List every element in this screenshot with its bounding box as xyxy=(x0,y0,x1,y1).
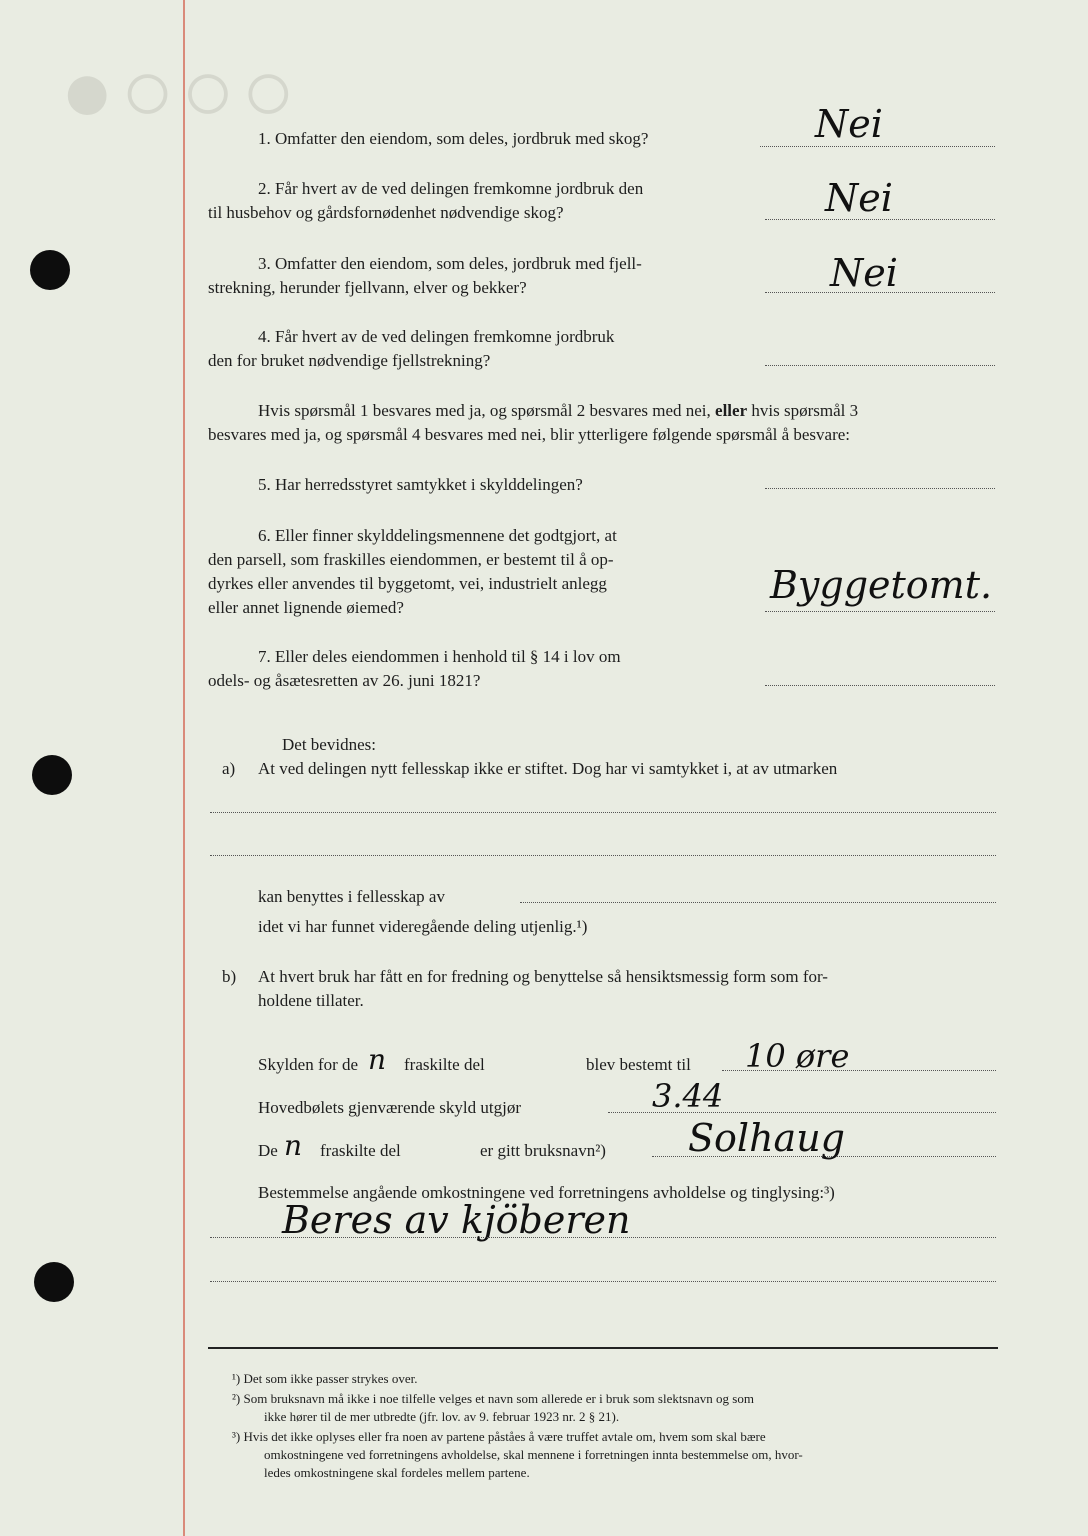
bruksnavn-label-a: De xyxy=(258,1141,278,1160)
punch-hole-middle xyxy=(32,755,72,795)
bevidnes-a-line-3: kan benyttes i fellesskap av xyxy=(258,887,445,906)
question-2-line-1: 2. Får hvert av de ved delingen fremkomne jordbruk den xyxy=(258,179,644,198)
bevidnes-b-line-1: At hvert bruk har fått en for fredning og benyttelse så hensiktsmessig form som for- xyxy=(258,967,828,986)
answer-line-7 xyxy=(765,685,995,686)
bevidnes-b-line-2: holdene tillater. xyxy=(258,991,364,1010)
intro-text-c: hvis spørsmål 3 xyxy=(751,401,859,420)
intro-eller: eller xyxy=(715,401,748,420)
question-7-line-1: 7. Eller deles eiendommen i henhold til § 14 i lov om xyxy=(258,647,621,666)
blank-line-a1 xyxy=(210,812,996,813)
bevidnes-a-label: a) xyxy=(222,759,236,778)
bestemmelse-line-1 xyxy=(210,1237,996,1238)
skylden-label-b: fraskilte del xyxy=(404,1055,485,1074)
bevidnes-a-text: At ved delingen nytt fellesskap ikke er stiftet. Dog har vi samtykket i, at av utmarken xyxy=(258,759,838,778)
answer-line-1 xyxy=(760,146,995,147)
footnote-2-line-1: ²) Som bruksnavn må ikke i noe tilfelle velges et navn som allerede er i bruk som slektsnavn og som xyxy=(232,1391,754,1406)
question-6-line-1: 6. Eller finner skylddelingsmennene det godtgjort, at xyxy=(258,526,617,545)
footnote-rule xyxy=(208,1347,998,1349)
hovedbol-label: Hovedbølets gjenværende skyld utgjør xyxy=(258,1098,521,1117)
footnote-2-line-2: ikke hører til de mer utbredte (jfr. lov. av 9. februar 1923 nr. 2 § 21). xyxy=(264,1409,620,1424)
answer-1: Nei xyxy=(815,102,883,146)
skylden-n-handwritten: n xyxy=(368,1043,387,1076)
answer-line-5 xyxy=(765,488,995,489)
bestemmelse-label: Bestemmelse angående omkostningene ved forretningens avholdelse og tinglysing:³) xyxy=(258,1183,835,1202)
question-4-line-1: 4. Får hvert av de ved delingen fremkomne jordbruk xyxy=(258,327,615,346)
punch-hole-top xyxy=(30,250,70,290)
skylden-label-c: blev bestemt til xyxy=(586,1055,691,1074)
skylden-label-a: Skylden for de xyxy=(258,1055,359,1074)
answer-line-4 xyxy=(765,365,995,366)
bleed-through-mark: ●○○○ xyxy=(60,42,302,141)
punch-hole-bottom xyxy=(34,1262,74,1302)
question-7-line-2: odels- og åsætesretten av 26. juni 1821? xyxy=(208,671,481,690)
bruksnavn-n-handwritten: n xyxy=(284,1129,303,1162)
question-6-line-4: eller annet lignende øiemed? xyxy=(208,598,404,617)
intro-line-1 xyxy=(258,400,858,422)
bevidnes-a-line-4: idet vi har funnet videregående deling utjenlig.¹) xyxy=(258,917,588,936)
answer-line-6 xyxy=(765,611,995,612)
bestemmelse-line-2 xyxy=(210,1281,996,1282)
question-2-line-2: til husbehov og gårdsfornødenhet nødvendige skog? xyxy=(208,203,564,222)
intro-text-a: Hvis spørsmål 1 besvares med ja, og spørsmål 2 besvares med nei, xyxy=(258,401,711,420)
footnote-3-line-3: ledes omkostningene skal fordeles mellem partene. xyxy=(264,1465,530,1480)
footnote-1: ¹) Det som ikke passer strykes over. xyxy=(232,1371,418,1386)
blank-line-a3 xyxy=(520,902,996,903)
footnote-3-line-2: omkostningene ved forretningens avholdelse, skal mennene i forretningen innta bestemmelse om, hvor- xyxy=(264,1447,803,1462)
answer-6: Byggetomt. xyxy=(770,563,993,607)
hovedbol-value: 3.44 xyxy=(652,1077,724,1115)
bestemmelse-value: Beres av kjöberen xyxy=(282,1198,631,1242)
margin-line xyxy=(183,0,185,1536)
question-4-line-2: den for bruket nødvendige fjellstrekning? xyxy=(208,351,491,370)
bruksnavn-value: Solhaug xyxy=(688,1116,845,1160)
skylden-value: 10 øre xyxy=(745,1037,850,1075)
blank-line-a2 xyxy=(210,855,996,856)
question-5: 5. Har herredsstyret samtykket i skylddelingen? xyxy=(258,475,583,494)
question-3-line-1: 3. Omfatter den eiendom, som deles, jordbruk med fjell- xyxy=(258,254,642,273)
bevidnes-heading: Det bevidnes: xyxy=(282,735,376,754)
bruksnavn-label-c: er gitt bruksnavn²) xyxy=(480,1141,606,1160)
bevidnes-b-label: b) xyxy=(222,967,237,986)
question-1: 1. Omfatter den eiendom, som deles, jordbruk med skog? xyxy=(258,129,649,148)
question-3-line-2: strekning, herunder fjellvann, elver og bekker? xyxy=(208,278,527,297)
footnote-3-line-1: ³) Hvis det ikke oplyses eller fra noen av partene påståes å være truffet avtale om, hvem som skal bære xyxy=(232,1429,766,1444)
answer-2: Nei xyxy=(825,176,893,220)
bruksnavn-label-b: fraskilte del xyxy=(320,1141,401,1160)
intro-line-2: besvares med ja, og spørsmål 4 besvares med nei, blir ytterligere følgende spørsmål å besvare: xyxy=(208,425,851,444)
answer-3: Nei xyxy=(830,251,898,295)
question-6-line-2: den parsell, som fraskilles eiendommen, er bestemt til å op- xyxy=(208,550,614,569)
question-6-line-3: dyrkes eller anvendes til byggetomt, vei, industrielt anlegg xyxy=(208,574,607,593)
